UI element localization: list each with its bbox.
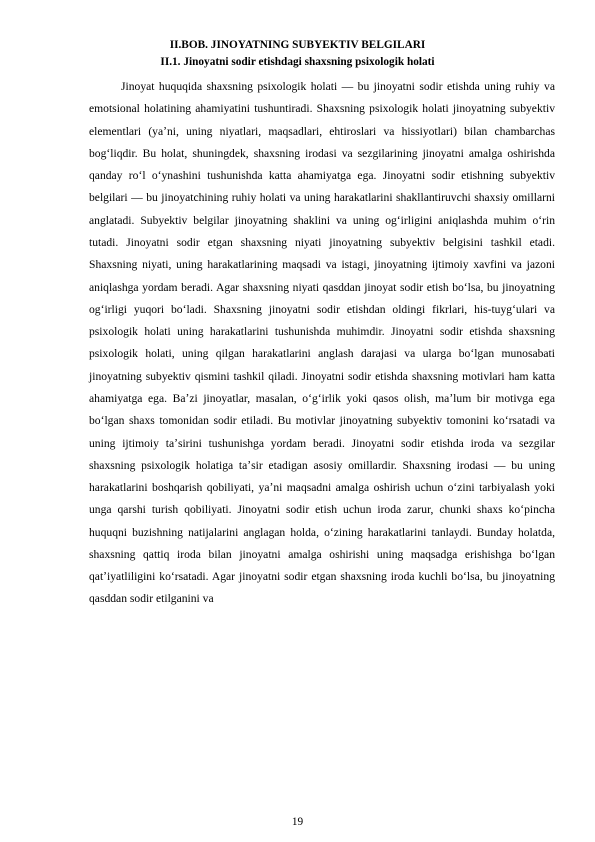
section-title: II.1. Jinoyatni sodir etishdagi shaxsning psixologik holati [160, 56, 435, 68]
page-number: 19 [291, 816, 304, 828]
body-paragraph: Jinoyat huquqida shaxsning psixologik holati — bu jinoyatni sodir etishda uning ruhiy va emotsional holatining ahamiyatini tushuntiradi. Shaxsning psixologik holati jinoyatning subyektiv elementlari (yaʼni, uning niyatlari, maqsadlari, ehtiroslari va hissiyotlari) bilan chambarchas bogʻliqdir. Bu holat, shuningdek, shaxsning irodasi va sezgilarining jinoyatni amalga oshirishda qanday roʻl oʻynashini tushunishda katta ahamiyatga ega. Jinoyatni sodir etishning subyektiv belgilari — bu jinoyatchining ruhiy holati va uning harakatlarini shakllantiruvchi shaxsiy omillarni anglatadi. Subyektiv belgilar jinoyatning shaklini va uning ogʻirligini aniqlashda muhim oʻrin tutadi. Jinoyatni sodir etgan shaxsning niyati jinoyatning subyektiv belgisini tashkil etadi. Shaxsning niyati, uning harakatlarining maqsadi va istagi, jinoyatning ijtimoiy xavfini va jazoni aniqlashga yordam beradi. Agar shaxsning niyati qasddan jinoyat sodir etish boʻlsa, bu jinoyatning ogʻirligi yuqori boʻladi. Shaxsning jinoyatni sodir etishdan oldingi fikrlari, his-tuygʻulari va psixologik holati uning harakatlarini tushunishda muhimdir. Jinoyatni sodir etishda shaxsning psixologik holati, uning qilgan harakatlarini anglash darajasi va ularga boʻlgan munosabati jinoyatning subyektiv qismini tashkil qiladi. Jinoyatni sodir etishda shaxsning motivlari ham katta ahamiyatga ega. Baʼzi jinoyatlar, masalan, oʻgʻirlik yoki qasos olish, maʼlum bir motivga ega boʻlgan shaxs tomonidan sodir etiladi. Bu motivlar jinoyatning subyektiv tomonini koʻrsatadi va uning ijtimoiy taʼsirini tushunishga yordam beradi. Jinoyatni sodir etishda iroda va sezgilar shaxsning psixologik holatiga taʼsir etadigan asosiy omillardir. Shaxsning irodasi — bu uning harakatlarini boshqarish qobiliyati, yaʼni maqsadni amalga oshirish uchun oʻzini tarbiyalash yoki unga qarshi turish qobiliyati. Jinoyatni sodir etish uchun iroda zarur, chunki shaxs koʻpincha huquqni buzishning natijalarini anglagan holda, oʻzining harakatlarini tanlaydi. Bunday holatda, shaxsning qattiq iroda bilan jinoyatni amalga oshirishi uning maqsadga erishishga boʻlgan qatʼiyatliligini koʻrsatadi. Agar jinoyatni sodir etgan shaxsning iroda kuchli boʻlsa, bu jinoyatning qasddan sodir etilganini va [89, 80, 555, 606]
chapter-title: II.BOB. JINOYATNING SUBYEKTIV BELGILARI [169, 39, 426, 51]
